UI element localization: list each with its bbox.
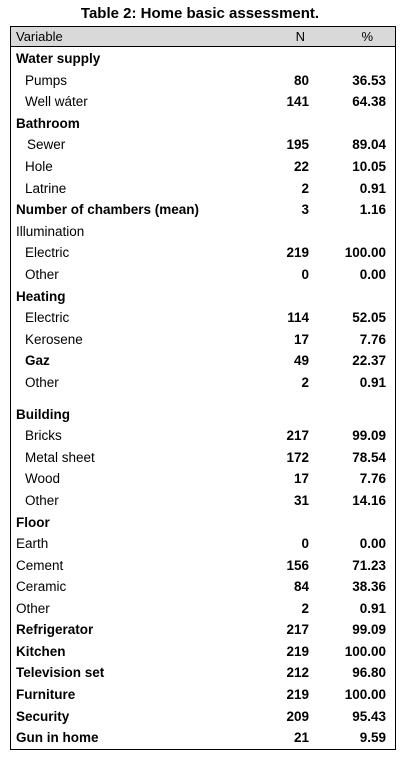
row-percent-value: 7.76 <box>359 471 386 487</box>
row-label: Bathroom <box>16 115 80 131</box>
row-n-value: 3 <box>301 202 309 218</box>
table-row <box>11 70 395 92</box>
row-label: Gun in home <box>16 730 99 746</box>
row-label: Other <box>16 600 50 616</box>
row-n-value: 17 <box>293 471 309 487</box>
column-header-percent: % <box>361 29 373 44</box>
row-n-value: 219 <box>286 686 309 702</box>
row-percent-value: 100.00 <box>344 686 386 702</box>
row-percent-value: 0.00 <box>359 267 386 282</box>
row-label: Electric <box>25 310 70 326</box>
row-label: Pumps <box>25 72 68 88</box>
table-row <box>11 156 395 178</box>
table-row <box>11 598 395 620</box>
row-percent-value: 7.76 <box>359 331 386 347</box>
row-n-value: 219 <box>286 245 309 261</box>
table-row <box>11 264 395 286</box>
row-label: Kerosene <box>25 331 83 347</box>
table-row <box>11 286 395 308</box>
table-row <box>11 134 395 156</box>
row-n-value: 31 <box>293 493 309 508</box>
row-percent-value: 64.38 <box>352 94 386 110</box>
table-header-row <box>11 27 395 47</box>
table-row <box>11 221 395 243</box>
row-label: Furniture <box>16 686 76 702</box>
row-n-value: 2 <box>301 180 309 196</box>
row-label: Television set <box>16 665 105 681</box>
row-label: Number of chambers (mean) <box>16 202 200 218</box>
row-n-value: 0 <box>301 267 309 282</box>
row-n-value: 0 <box>301 536 309 552</box>
row-percent-value: 38.36 <box>352 579 386 595</box>
row-label: Sewer <box>27 137 66 153</box>
row-percent-value: 100.00 <box>344 245 386 261</box>
row-percent-value: 96.80 <box>352 665 386 681</box>
row-label: Electric <box>25 245 70 261</box>
row-n-value: 84 <box>293 579 309 595</box>
table-row <box>11 372 395 394</box>
row-n-value: 217 <box>286 622 309 638</box>
row-label: Wood <box>25 471 61 487</box>
table-row <box>11 113 395 135</box>
row-label: Ceramic <box>16 579 67 595</box>
row-n-value: 156 <box>286 557 309 573</box>
row-percent-value: 36.53 <box>352 72 386 88</box>
row-percent-value: 0.00 <box>359 536 386 552</box>
row-percent-value: 100.00 <box>344 643 386 659</box>
table-row <box>11 490 395 512</box>
row-percent-value: 10.05 <box>352 159 386 174</box>
table-row <box>11 727 395 749</box>
row-n-value: 114 <box>287 310 309 326</box>
home-assessment-table <box>10 26 396 750</box>
table-row <box>11 199 395 221</box>
row-n-value: 17 <box>293 331 309 347</box>
row-label: Security <box>16 708 70 724</box>
row-percent-value: 89.04 <box>352 137 386 153</box>
table-row <box>11 425 395 447</box>
row-n-value: 21 <box>293 730 309 746</box>
row-percent-value: 71.23 <box>352 557 386 573</box>
row-label: Water supply <box>16 51 101 66</box>
row-label: Heating <box>16 288 66 304</box>
column-header-variable: Variable <box>16 29 63 44</box>
table-row <box>11 48 395 70</box>
row-n-value: 209 <box>286 708 309 724</box>
row-label: Gaz <box>25 353 50 369</box>
row-n-value: 2 <box>301 600 309 616</box>
row-label: Earth <box>16 536 49 552</box>
row-label: Kitchen <box>16 643 66 659</box>
row-percent-value: 0.91 <box>359 600 386 616</box>
table-row <box>11 706 395 728</box>
row-label: Hole <box>25 159 53 174</box>
row-n-value: 22 <box>293 159 309 174</box>
table-row <box>11 178 395 200</box>
row-label: Well wáter <box>25 94 88 110</box>
table-row <box>11 468 395 490</box>
row-label: Other <box>25 493 59 508</box>
row-percent-value: 9.59 <box>359 730 386 746</box>
row-percent-value: 99.09 <box>352 428 386 444</box>
column-header-n: N <box>295 29 305 44</box>
table-row <box>11 242 395 264</box>
row-n-value: 49 <box>293 353 309 369</box>
row-n-value: 172 <box>286 449 309 465</box>
row-label: Cement <box>16 557 64 573</box>
row-percent-value: 0.91 <box>359 375 386 390</box>
table-row <box>11 684 395 706</box>
row-percent-value: 0.91 <box>359 180 386 196</box>
row-label: Other <box>25 267 59 282</box>
table-row <box>11 512 395 534</box>
row-label: Latrine <box>25 180 67 196</box>
table-row <box>11 555 395 577</box>
table-row <box>11 662 395 684</box>
table-row <box>11 404 395 426</box>
row-percent-value: 22.37 <box>352 353 386 369</box>
table-row <box>11 91 395 113</box>
row-n-value: 212 <box>286 665 309 681</box>
row-label: Other <box>25 375 59 390</box>
row-n-value: 80 <box>293 72 309 88</box>
row-label: Refrigerator <box>16 622 94 638</box>
row-percent-value: 52.05 <box>352 310 386 326</box>
table-row <box>11 619 395 641</box>
row-label: Illumination <box>16 223 85 239</box>
row-percent-value: 99.09 <box>352 622 386 638</box>
table-row <box>11 533 395 555</box>
row-percent-value: 14.16 <box>352 493 386 508</box>
table-row <box>11 307 395 329</box>
table-row <box>11 576 395 598</box>
row-n-value: 195 <box>286 137 309 153</box>
table-row <box>11 447 395 469</box>
table-row <box>11 641 395 663</box>
row-n-value: 141 <box>286 94 309 110</box>
row-percent-value: 78.54 <box>352 449 386 465</box>
row-n-value: 217 <box>286 428 309 444</box>
table-row <box>11 329 395 351</box>
table-title: Table 2: Home basic assessment. <box>80 5 320 22</box>
row-percent-value: 95.43 <box>352 708 386 724</box>
row-n-value: 219 <box>286 643 309 659</box>
row-label: Metal sheet <box>25 449 95 465</box>
table-row <box>11 350 395 372</box>
row-label: Building <box>16 406 70 422</box>
row-label: Bricks <box>25 428 62 444</box>
row-label: Floor <box>16 514 50 530</box>
row-percent-value: 1.16 <box>359 202 386 218</box>
row-n-value: 2 <box>301 375 309 390</box>
